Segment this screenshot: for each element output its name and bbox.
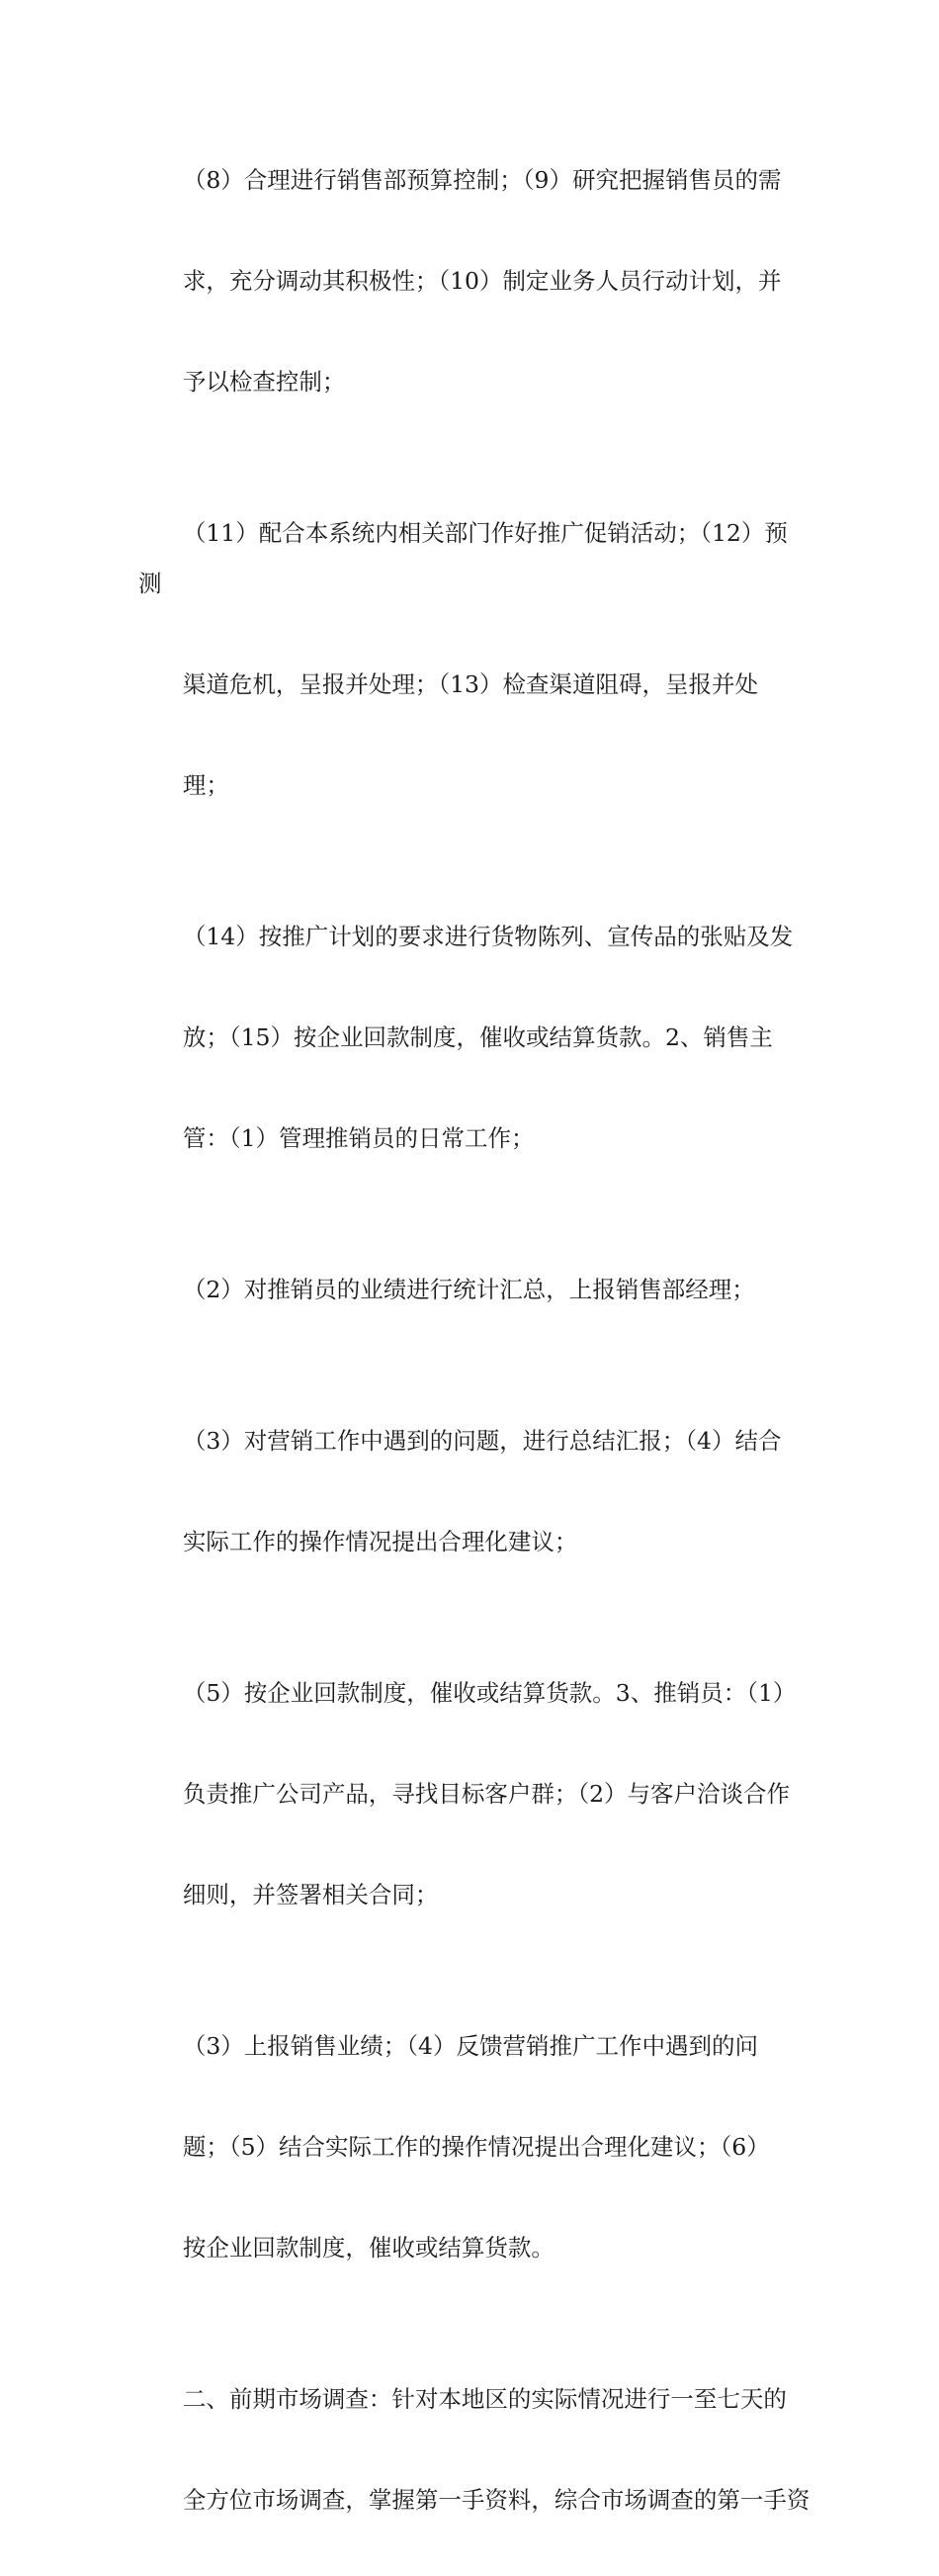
text-line: 细则，并签署相关合同； [182, 1881, 439, 1909]
paragraph [138, 1618, 811, 1971]
paragraph [138, 1971, 811, 2324]
text-line: （11）配合本系统内相关部门作好推广促销活动；（12）预测 [138, 519, 788, 597]
paragraph [138, 2324, 811, 2576]
paragraph [138, 458, 811, 861]
text-line: （8）合理进行销售部预算控制；（9）研究把握销售员的需 [182, 166, 782, 194]
text-line: 全方位市场调查，掌握第一手资料，综合市场调查的第一手资 [182, 2486, 811, 2514]
text-line: （3）对营销工作中遇到的问题，进行总结汇报；（4）结合 [182, 1427, 782, 1455]
text-line: 放；（15）按企业回款制度，催收或结算货款。2、销售主 [182, 1023, 773, 1051]
text-line: 予以检查控制； [182, 368, 346, 396]
text-line: 题；（5）结合实际工作的操作情况提出合理化建议；（6） [182, 2133, 770, 2161]
text-line: 渠道危机，呈报并处理；（13）检查渠道阻碍，呈报并处 [182, 670, 758, 698]
text-line: 按企业回款制度，催收或结算货款。 [182, 2234, 555, 2262]
text-line: （3）上报销售业绩；（4）反馈营销推广工作中遇到的问 [182, 2032, 758, 2060]
paragraph [138, 1366, 811, 1618]
text-line: 理； [182, 771, 229, 799]
paragraph [138, 861, 811, 1214]
document-body [138, 105, 811, 2576]
text-line: 管：（1）管理推销员的日常工作； [182, 1124, 535, 1152]
text-line: 二、前期市场调查：针对本地区的实际情况进行一至七天的 [182, 2385, 787, 2413]
text-line: 负责推广公司产品，寻找目标客户群；（2）与客户洽谈合作 [182, 1780, 791, 1808]
text-line: （2）对推销员的业绩进行统计汇总，上报销售部经理； [182, 1276, 755, 1303]
paragraph [138, 105, 811, 458]
text-line: 求，充分调动其积极性；（10）制定业务人员行动计划，并 [182, 267, 782, 295]
text-line: 实际工作的操作情况提出合理化建议； [182, 1528, 578, 1555]
text-line: （14）按推广计划的要求进行货物陈列、宣传品的张贴及发 [182, 923, 794, 950]
paragraph [138, 1214, 811, 1366]
text-line: （5）按企业回款制度，催收或结算货款。3、推销员：（1） [182, 1679, 797, 1707]
